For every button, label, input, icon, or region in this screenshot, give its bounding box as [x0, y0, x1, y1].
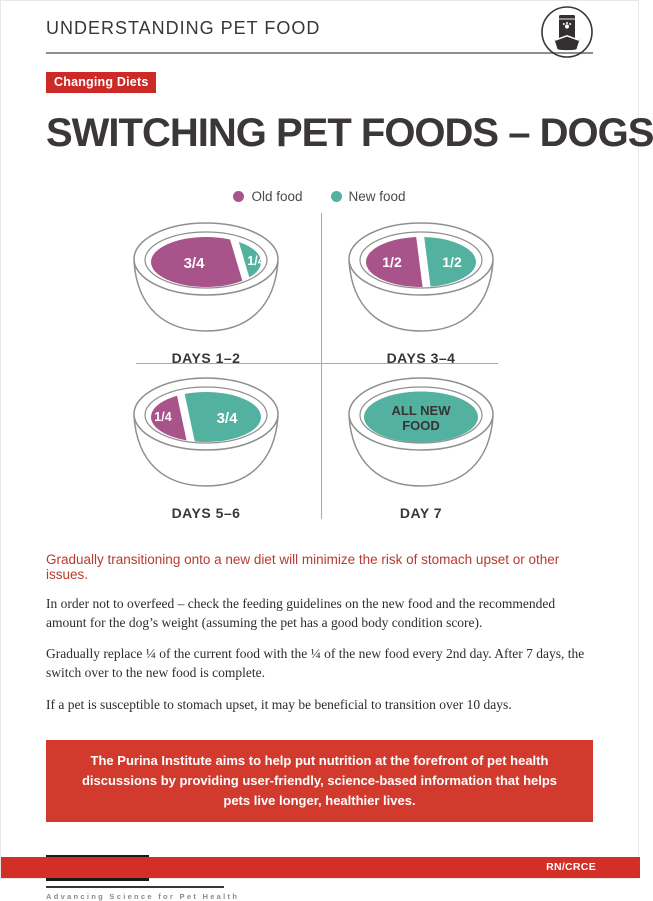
legend-item-old-food	[233, 189, 302, 204]
bowl-diagram-days-3-4	[321, 215, 521, 347]
fraction-label: 3/4	[183, 255, 205, 272]
fraction-label: 1/2	[382, 254, 402, 270]
section-badge: Changing Diets	[46, 72, 156, 93]
all-new-food-label-line1: ALL NEW	[391, 403, 451, 418]
legend	[1, 189, 638, 204]
bowl-card-days-5-6	[81, 370, 331, 522]
paragraph-sensitive-pets: If a pet is susceptible to stomach upset, it may be beneficial to transition over 10 days.	[46, 696, 512, 712]
paragraph-overfeed: In order not to overfeed – check the feeding guidelines on the new food and the recommended amount for the dog’s weight (assuming the pet has a good body condition score).	[46, 596, 556, 631]
bowl-label: DAY 7	[399, 505, 443, 521]
bowl-diagram-days-5-6	[106, 370, 306, 502]
page-code: RN/CRCE	[546, 861, 596, 873]
bowl-card-days-3-4	[296, 215, 546, 367]
purina-institute-callout: The Purina Institute aims to help put nutrition at the forefront of pet health discussions by providing user-friendly, science-based information that helps pets live longer, healthier lives.	[46, 740, 593, 822]
lead-text: Gradually transitioning onto a new diet will minimize the risk of stomach upset or other issues.	[46, 552, 560, 582]
pet-food-bag-and-bowl-icon	[540, 5, 594, 59]
page-title: SWITCHING PET FOODS – DOGS	[46, 111, 653, 155]
legend-label-new-food: New food	[348, 189, 406, 204]
bowl-diagram-day-7	[321, 370, 521, 502]
all-new-food-label-line2: FOOD	[402, 418, 440, 433]
bowls-grid	[1, 213, 638, 527]
paragraph-replace-schedule: Gradually replace ¼ of the current food with the ¼ of the new food every 2nd day. After 7 days, the switch over to the new food is complete.	[46, 646, 585, 681]
old-food-dot-icon	[233, 191, 244, 202]
body-copy	[46, 594, 593, 714]
legend-item-new-food	[331, 189, 406, 204]
bowl-card-day-7	[296, 370, 546, 522]
fraction-label: 1/4	[247, 254, 265, 268]
bowl-label: DAYS 3–4	[386, 350, 456, 366]
bowl-diagram-days-1-2	[106, 215, 306, 347]
fraction-label: 3/4	[216, 410, 238, 427]
new-food-dot-icon	[331, 191, 342, 202]
logo-tagline: Advancing Science for Pet Health	[46, 892, 240, 901]
bowl-label: DAYS 1–2	[171, 350, 241, 366]
logo-divider	[46, 886, 224, 888]
legend-label-old-food: Old food	[251, 189, 303, 204]
header	[46, 1, 593, 39]
header-divider	[46, 52, 593, 54]
bowl-card-days-1-2	[81, 215, 331, 367]
footer-bar	[1, 857, 640, 878]
fraction-label: 1/2	[442, 254, 462, 270]
fraction-label: 1/4	[154, 410, 172, 424]
header-title: UNDERSTANDING PET FOOD	[46, 18, 321, 38]
bowl-label: DAYS 5–6	[171, 505, 241, 521]
